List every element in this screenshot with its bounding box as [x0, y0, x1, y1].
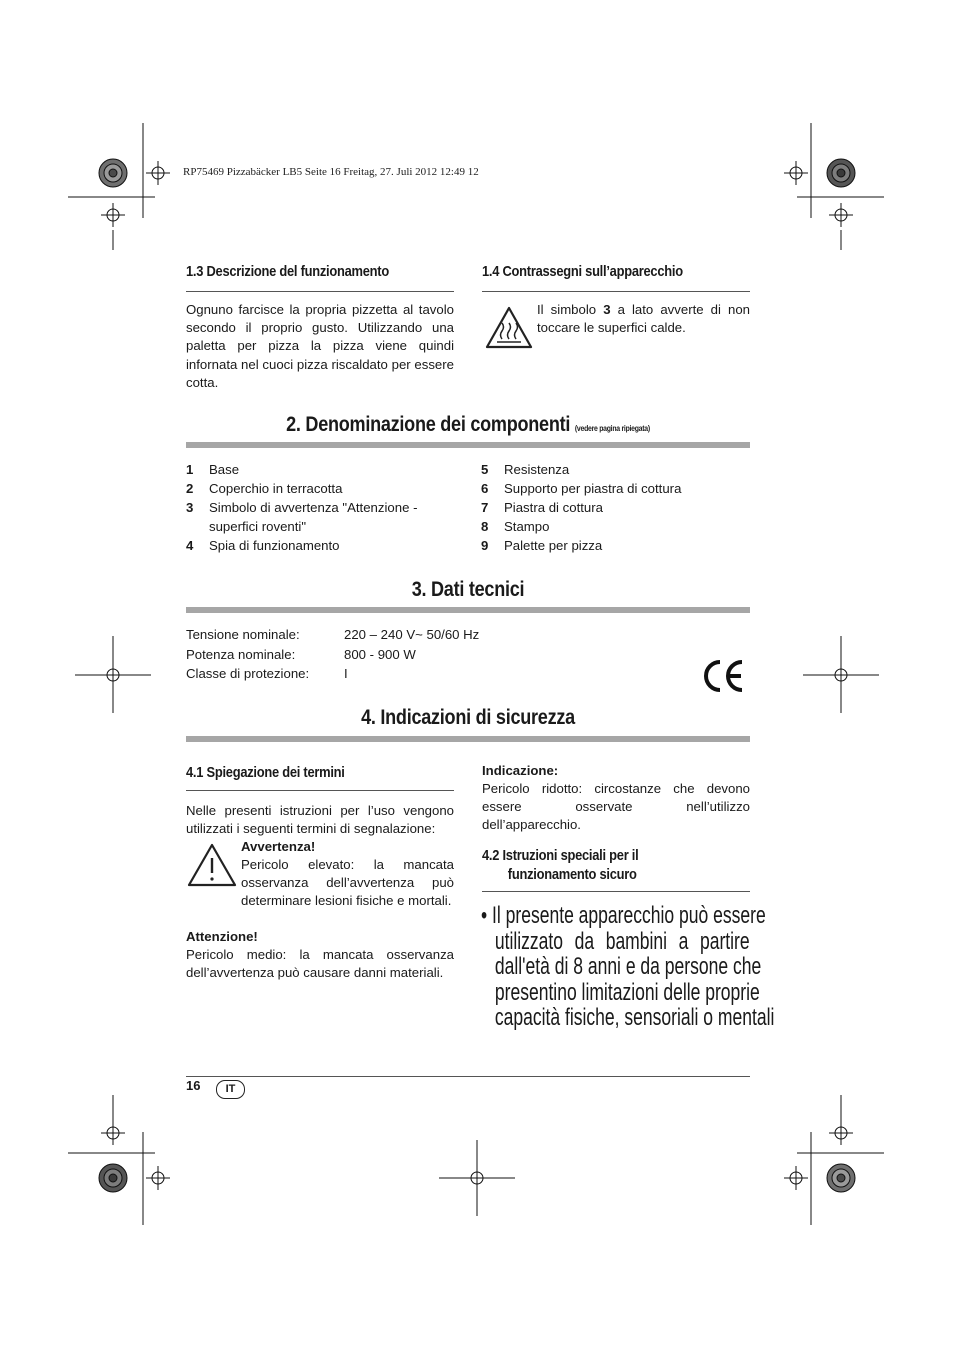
- section-1-4-title: 1.4 Contrassegni sull’apparecchio: [482, 263, 683, 280]
- component-item: [481, 479, 749, 498]
- section-3-title: 3. Dati tecnici: [411, 578, 525, 601]
- symbol-number: 3: [603, 302, 611, 317]
- section-4-2-title: [482, 846, 638, 884]
- component-number: 3: [186, 500, 194, 515]
- component-number: 7: [481, 500, 489, 515]
- section-2-subtitle: (vedere pagina ripiegata): [574, 424, 650, 433]
- spec-value: 800 - 900 W: [344, 646, 416, 662]
- section-4-2-title-line1: 4.2 Istruzioni speciali per il: [482, 847, 639, 864]
- section-4-1-rule: [186, 790, 454, 791]
- section-2-title-text: 2. Denominazione dei componenti: [286, 413, 571, 436]
- component-label: Piastra di cottura: [504, 500, 603, 515]
- components-list-left: [186, 460, 446, 555]
- section-4-bar: [186, 736, 750, 742]
- spec-value: 220 – 240 V~ 50/60 Hz: [344, 627, 480, 642]
- avvertenza-text: Pericolo elevato: la mancata osservanza dell’avvertenza può determinare lesioni fisiche e mortali.: [241, 857, 454, 909]
- print-info-line: RP75469 Pizzabäcker LB5 Seite 16 Freitag, 27. Juli 2012 12:49 12: [183, 166, 479, 178]
- component-label: Simbolo di avvertenza "Attenzione - superfici roventi": [209, 500, 418, 534]
- component-item: [186, 536, 446, 555]
- page-number: 16: [186, 1078, 201, 1093]
- component-number: 4: [186, 538, 194, 553]
- component-number: 8: [481, 519, 489, 534]
- bullet-line: • Il presente apparecchio può essere: [481, 902, 766, 929]
- attenzione-title: Attenzione!: [186, 929, 258, 944]
- language-badge: IT: [216, 1080, 245, 1099]
- component-number: 6: [481, 481, 489, 496]
- section-4-2-rule: [482, 891, 750, 892]
- bullet-line: dall'età di 8 anni e da persone che: [494, 953, 762, 981]
- indicazione-title: Indicazione:: [482, 763, 559, 778]
- section-4-2-title-line2: funzionamento sicuro: [507, 866, 637, 883]
- section-1-4-text-before: Il simbolo: [537, 302, 604, 317]
- spec-label: Potenza nominale:: [186, 646, 296, 662]
- section-4-1-intro: Nelle presenti istruzioni per l’uso vengono utilizzati i seguenti termini di segnalazione:: [186, 803, 454, 837]
- spec-row: [186, 645, 586, 665]
- component-label: Base: [209, 462, 240, 477]
- spec-value: I: [344, 666, 348, 681]
- component-item: [481, 498, 749, 517]
- component-item: [186, 498, 446, 536]
- section-1-3-title: 1.3 Descrizione del funzionamento: [186, 263, 389, 280]
- section-3-bar: [186, 607, 750, 613]
- component-item: [481, 536, 749, 555]
- attenzione-text: Pericolo medio: la mancata osservanza dell’avvertenza può causare danni materiali.: [186, 947, 454, 981]
- component-item: [481, 517, 749, 536]
- section-2-title: [225, 413, 710, 437]
- component-item: [186, 479, 446, 498]
- hot-surface-icon: [484, 305, 534, 350]
- footer-rule: [186, 1076, 750, 1077]
- component-label: Spia di funzionamento: [209, 538, 340, 553]
- section-1-4-rule: [482, 291, 750, 292]
- avvertenza-title: Avvertenza!: [241, 839, 316, 854]
- spec-label: Tensione nominale:: [186, 627, 300, 642]
- warning-triangle-icon: [186, 842, 238, 888]
- bullet-line: presentino limitazioni delle proprie: [494, 978, 760, 1006]
- component-label: Palette per pizza: [504, 538, 603, 553]
- component-number: 9: [481, 538, 489, 553]
- section-1-4-text: [537, 301, 750, 337]
- safety-bullet-text: [481, 902, 775, 1032]
- component-label: Stampo: [504, 519, 550, 534]
- tech-specs: [186, 625, 586, 684]
- bullet-line: capacità fisiche, sensoriali o mentali: [494, 1004, 775, 1032]
- component-label: Resistenza: [504, 462, 570, 477]
- ce-mark-icon: [700, 658, 746, 694]
- components-list-right: [481, 460, 749, 555]
- spec-label: Classe di protezione:: [186, 666, 310, 681]
- component-number: 2: [186, 481, 194, 496]
- component-number: 1: [186, 462, 194, 477]
- spec-row: [186, 664, 586, 684]
- section-1-3-rule: [186, 291, 454, 292]
- component-item: [186, 460, 446, 479]
- component-label: Supporto per piastra di cottura: [504, 481, 682, 496]
- section-4-1-title: 4.1 Spiegazione dei termini: [186, 764, 345, 781]
- spec-row: [186, 625, 586, 645]
- section-1-4-text-after: a lato avverte di non toccare le superfici calde.: [537, 302, 750, 336]
- section-1-3-text: Ognuno farcisce la propria pizzetta al tavolo secondo il proprio gusto. Utilizzando una paletta per pizza la pizza viene quindi infornata nel cuoci pizza riscaldato per essere cotta.: [186, 302, 454, 390]
- component-number: 5: [481, 462, 489, 477]
- bullet-line: utilizzato da bambini a partire: [494, 927, 750, 955]
- component-item: [481, 460, 749, 479]
- indicazione-text: Pericolo ridotto: circostanze che devono essere osservate nell’utilizzo dell’apparecchio.: [482, 781, 750, 833]
- section-2-bar: [186, 442, 750, 448]
- component-label: Coperchio in terracotta: [209, 481, 343, 496]
- section-4-title: 4. Indicazioni di sicurezza: [361, 706, 575, 729]
